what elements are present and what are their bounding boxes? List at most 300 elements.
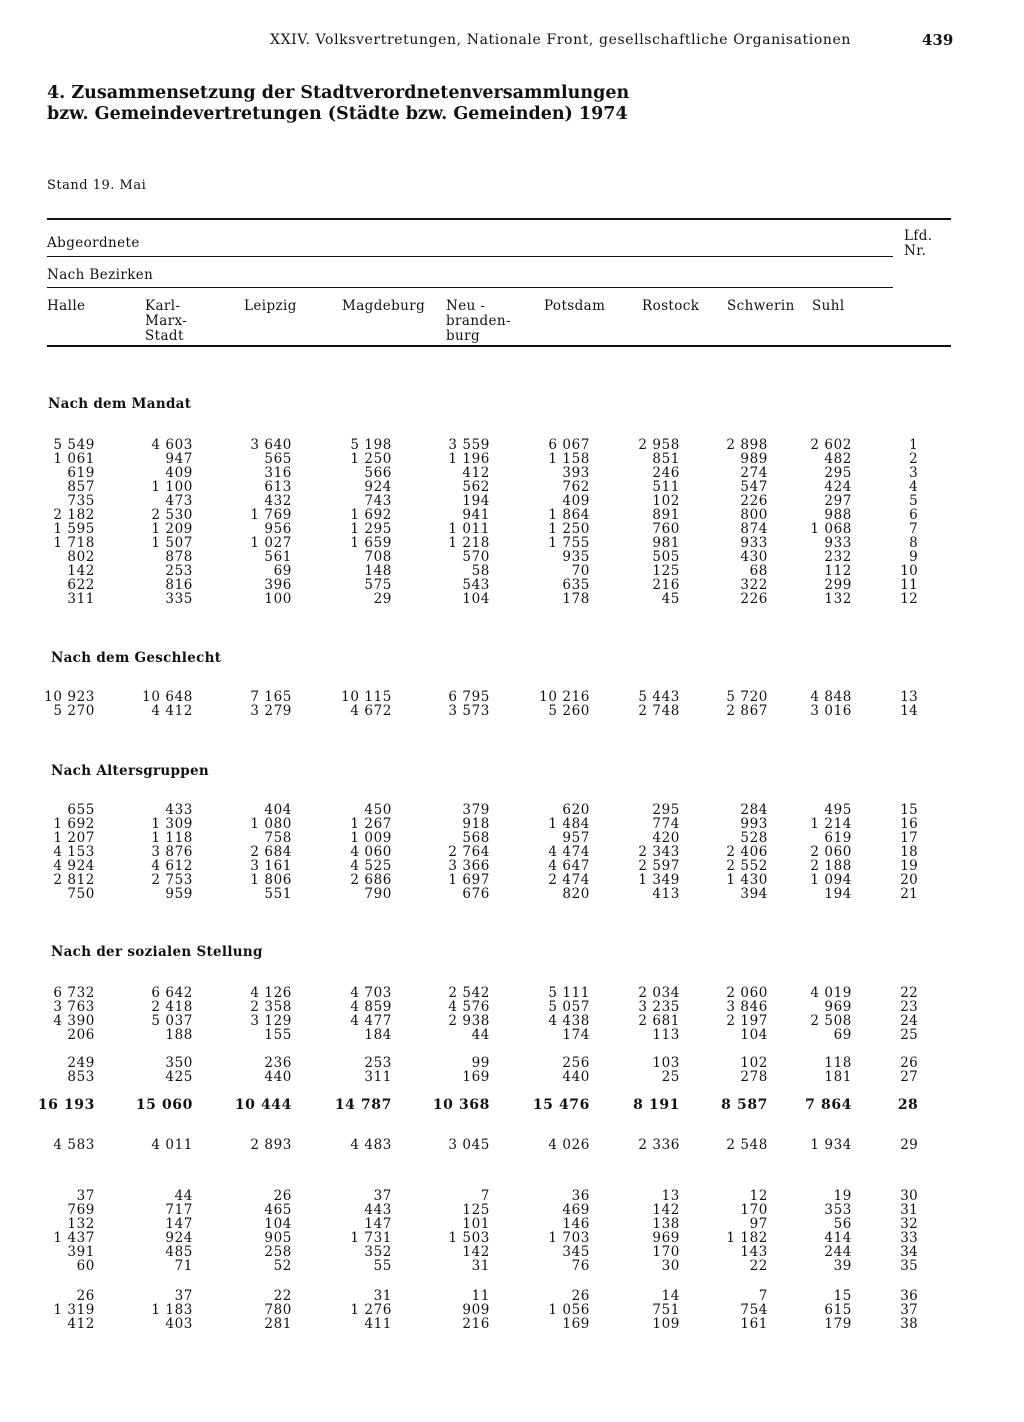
table-cell-rostock: 113 <box>652 1027 680 1043</box>
table-cell-schwerin: 394 <box>740 886 768 902</box>
table-cell-potsdam: 10 216 <box>539 689 590 705</box>
table-cell-rostock: 3 235 <box>638 999 680 1015</box>
row-number: 13 <box>900 689 918 705</box>
table-cell-neubrandenburg: 562 <box>462 479 490 495</box>
table-cell-neubrandenburg: 2 938 <box>448 1013 490 1029</box>
table-cell-suhl: 69 <box>833 1027 852 1043</box>
table-cell-potsdam: 762 <box>562 479 590 495</box>
table-cell-halle: 735 <box>67 493 95 509</box>
table-row <box>0 452 1024 466</box>
table-cell-magdeburg: 29 <box>373 591 392 607</box>
row-number: 15 <box>900 802 918 818</box>
table-cell-rostock: 420 <box>652 830 680 846</box>
table-row <box>0 466 1024 480</box>
table-cell-karl-marx-stadt: 4 011 <box>151 1137 193 1153</box>
table-row <box>0 1203 1024 1217</box>
section-title: Nach dem Geschlecht <box>51 650 222 666</box>
table-cell-neubrandenburg: 412 <box>462 465 490 481</box>
table-cell-leipzig: 1 806 <box>250 872 292 888</box>
row-number: 7 <box>909 521 918 537</box>
column-header-line: Karl- <box>145 298 181 314</box>
table-cell-rostock: 30 <box>661 1258 680 1274</box>
table-row <box>0 1303 1024 1317</box>
table-cell-leipzig: 281 <box>264 1316 292 1332</box>
table-title <box>47 83 629 125</box>
table-cell-halle: 1 061 <box>53 451 95 467</box>
section-title: Nach dem Mandat <box>48 396 192 412</box>
table-cell-potsdam: 409 <box>562 493 590 509</box>
table-cell-rostock: 295 <box>652 802 680 818</box>
row-number: 17 <box>900 830 918 846</box>
table-cell-halle: 412 <box>67 1316 95 1332</box>
row-number: 37 <box>900 1302 918 1318</box>
table-cell-leipzig: 100 <box>264 591 292 607</box>
table-cell-leipzig: 3 161 <box>250 858 292 874</box>
table-cell-schwerin: 7 <box>758 1288 768 1304</box>
table-cell-leipzig: 1 027 <box>250 535 292 551</box>
table-cell-leipzig: 758 <box>264 830 292 846</box>
table-cell-potsdam: 76 <box>571 1258 590 1274</box>
table-cell-karl-marx-stadt: 10 648 <box>142 689 193 705</box>
table-cell-rostock: 2 343 <box>638 844 680 860</box>
table-cell-halle: 4 924 <box>53 858 95 874</box>
table-cell-magdeburg: 148 <box>364 563 392 579</box>
table-cell-rostock: 2 597 <box>638 858 680 874</box>
table-cell-neubrandenburg: 169 <box>462 1069 490 1085</box>
table-cell-suhl: 1 214 <box>810 816 852 832</box>
table-row <box>0 494 1024 508</box>
table-cell-neubrandenburg: 3 559 <box>448 437 490 453</box>
table-cell-potsdam: 36 <box>571 1188 590 1204</box>
table-cell-karl-marx-stadt: 6 642 <box>151 985 193 1001</box>
table-cell-suhl: 7 864 <box>805 1097 852 1113</box>
table-row <box>0 550 1024 564</box>
table-cell-schwerin: 989 <box>740 451 768 467</box>
table-cell-potsdam: 469 <box>562 1202 590 1218</box>
table-cell-neubrandenburg: 6 795 <box>448 689 490 705</box>
column-header-line: Halle <box>47 298 86 314</box>
table-cell-karl-marx-stadt: 71 <box>174 1258 193 1274</box>
table-cell-neubrandenburg: 2 542 <box>448 985 490 1001</box>
table-cell-neubrandenburg: 58 <box>471 563 490 579</box>
table-cell-halle: 655 <box>67 802 95 818</box>
table-cell-potsdam: 15 476 <box>532 1097 590 1113</box>
table-row <box>0 592 1024 606</box>
table-cell-magdeburg: 743 <box>364 493 392 509</box>
table-cell-suhl: 988 <box>824 507 852 523</box>
row-number: 14 <box>900 703 918 719</box>
header-top-rule <box>47 218 951 220</box>
table-cell-schwerin: 161 <box>740 1316 768 1332</box>
table-row <box>0 1289 1024 1303</box>
column-header-line: Stadt <box>145 328 184 344</box>
table-cell-leipzig: 2 893 <box>250 1137 292 1153</box>
header-nr: Nr. <box>904 243 927 259</box>
table-cell-magdeburg: 411 <box>364 1316 392 1332</box>
table-cell-halle: 206 <box>67 1027 95 1043</box>
table-cell-potsdam: 935 <box>562 549 590 565</box>
table-cell-halle: 5 549 <box>53 437 95 453</box>
table-cell-magdeburg: 4 477 <box>350 1013 392 1029</box>
table-cell-suhl: 56 <box>833 1216 852 1232</box>
table-cell-leipzig: 104 <box>264 1216 292 1232</box>
row-number: 28 <box>897 1097 918 1113</box>
table-cell-halle: 26 <box>76 1288 95 1304</box>
table-cell-magdeburg: 4 525 <box>350 858 392 874</box>
table-cell-leipzig: 10 444 <box>234 1097 292 1113</box>
table-cell-leipzig: 613 <box>264 479 292 495</box>
table-cell-magdeburg: 2 686 <box>350 872 392 888</box>
table-cell-schwerin: 143 <box>740 1244 768 1260</box>
table-cell-rostock: 13 <box>661 1188 680 1204</box>
table-cell-suhl: 297 <box>824 493 852 509</box>
table-cell-leipzig: 465 <box>264 1202 292 1218</box>
table-cell-karl-marx-stadt: 335 <box>165 591 193 607</box>
row-number: 23 <box>900 999 918 1015</box>
table-cell-schwerin: 2 406 <box>726 844 768 860</box>
table-row <box>0 1098 1024 1112</box>
row-number: 22 <box>900 985 918 1001</box>
table-cell-magdeburg: 147 <box>364 1216 392 1232</box>
table-cell-potsdam: 4 474 <box>548 844 590 860</box>
row-number: 4 <box>909 479 918 495</box>
table-cell-suhl: 19 <box>833 1188 852 1204</box>
table-cell-potsdam: 26 <box>571 1288 590 1304</box>
table-cell-neubrandenburg: 3 045 <box>448 1137 490 1153</box>
table-cell-magdeburg: 924 <box>364 479 392 495</box>
table-cell-schwerin: 170 <box>740 1202 768 1218</box>
table-cell-neubrandenburg: 543 <box>462 577 490 593</box>
table-cell-suhl: 295 <box>824 465 852 481</box>
table-cell-schwerin: 2 060 <box>726 985 768 1001</box>
header-nach-bezirken: Nach Bezirken <box>47 267 154 283</box>
table-cell-leipzig: 561 <box>264 549 292 565</box>
table-cell-rostock: 891 <box>652 507 680 523</box>
table-cell-potsdam: 440 <box>562 1069 590 1085</box>
table-cell-leipzig: 404 <box>264 802 292 818</box>
table-row <box>0 986 1024 1000</box>
table-cell-magdeburg: 4 672 <box>350 703 392 719</box>
table-cell-suhl: 112 <box>824 563 852 579</box>
table-cell-leipzig: 2 358 <box>250 999 292 1015</box>
table-cell-magdeburg: 311 <box>364 1069 392 1085</box>
column-header-leipzig <box>244 299 297 314</box>
table-title-line-1: 4. Zusammensetzung der Stadtverordnetenversammlungen <box>47 83 630 103</box>
table-cell-leipzig: 2 684 <box>250 844 292 860</box>
column-header-line: Leipzig <box>244 298 297 314</box>
table-row <box>0 1189 1024 1203</box>
table-cell-potsdam: 5 057 <box>548 999 590 1015</box>
table-cell-rostock: 981 <box>652 535 680 551</box>
table-cell-karl-marx-stadt: 878 <box>165 549 193 565</box>
table-cell-suhl: 969 <box>824 999 852 1015</box>
table-cell-schwerin: 284 <box>740 802 768 818</box>
table-cell-magdeburg: 31 <box>373 1288 392 1304</box>
table-cell-schwerin: 226 <box>740 591 768 607</box>
row-number: 2 <box>909 451 918 467</box>
table-cell-neubrandenburg: 909 <box>462 1302 490 1318</box>
table-cell-suhl: 299 <box>824 577 852 593</box>
row-number: 10 <box>900 563 918 579</box>
row-number: 5 <box>909 493 918 509</box>
table-cell-rostock: 246 <box>652 465 680 481</box>
table-cell-potsdam: 345 <box>562 1244 590 1260</box>
table-cell-neubrandenburg: 568 <box>462 830 490 846</box>
table-cell-suhl: 353 <box>824 1202 852 1218</box>
column-header-line: Neu - <box>446 298 486 314</box>
table-cell-potsdam: 146 <box>562 1216 590 1232</box>
row-number: 25 <box>900 1027 918 1043</box>
table-cell-neubrandenburg: 1 697 <box>448 872 490 888</box>
column-header-line: branden- <box>446 313 511 329</box>
table-cell-suhl: 615 <box>824 1302 852 1318</box>
table-cell-halle: 311 <box>67 591 95 607</box>
table-cell-neubrandenburg: 1 503 <box>448 1230 490 1246</box>
table-cell-rostock: 170 <box>652 1244 680 1260</box>
column-header-karl-marx-stadt <box>145 299 187 344</box>
table-cell-potsdam: 178 <box>562 591 590 607</box>
row-number: 1 <box>909 437 918 453</box>
table-cell-karl-marx-stadt: 1 100 <box>151 479 193 495</box>
column-header-suhl <box>812 299 845 314</box>
table-cell-schwerin: 322 <box>740 577 768 593</box>
table-cell-rostock: 751 <box>652 1302 680 1318</box>
table-cell-rostock: 45 <box>661 591 680 607</box>
table-cell-halle: 37 <box>76 1188 95 1204</box>
table-cell-magdeburg: 1 295 <box>350 521 392 537</box>
table-cell-magdeburg: 1 692 <box>350 507 392 523</box>
table-cell-halle: 1 319 <box>53 1302 95 1318</box>
row-number: 19 <box>900 858 918 874</box>
row-number: 33 <box>900 1230 918 1246</box>
table-cell-schwerin: 993 <box>740 816 768 832</box>
table-cell-potsdam: 1 056 <box>548 1302 590 1318</box>
table-cell-rostock: 5 443 <box>638 689 680 705</box>
column-header-line: Potsdam <box>544 298 606 314</box>
row-number: 26 <box>900 1055 918 1071</box>
table-cell-leipzig: 316 <box>264 465 292 481</box>
section-title: Nach Altersgruppen <box>51 763 210 779</box>
table-row <box>0 873 1024 887</box>
table-cell-suhl: 179 <box>824 1316 852 1332</box>
table-cell-potsdam: 5 111 <box>548 985 590 1001</box>
table-row <box>0 803 1024 817</box>
table-cell-schwerin: 933 <box>740 535 768 551</box>
table-cell-schwerin: 430 <box>740 549 768 565</box>
row-number: 8 <box>909 535 918 551</box>
table-cell-schwerin: 274 <box>740 465 768 481</box>
table-cell-potsdam: 393 <box>562 465 590 481</box>
table-cell-halle: 16 193 <box>37 1097 95 1113</box>
table-cell-rostock: 1 349 <box>638 872 680 888</box>
table-cell-schwerin: 874 <box>740 521 768 537</box>
table-cell-halle: 2 812 <box>53 872 95 888</box>
header-rule-2 <box>47 287 893 288</box>
table-cell-leipzig: 432 <box>264 493 292 509</box>
table-cell-karl-marx-stadt: 4 603 <box>151 437 193 453</box>
table-cell-schwerin: 226 <box>740 493 768 509</box>
table-cell-leipzig: 565 <box>264 451 292 467</box>
column-header-rostock <box>642 299 699 314</box>
table-cell-schwerin: 22 <box>749 1258 768 1274</box>
table-cell-karl-marx-stadt: 15 060 <box>135 1097 193 1113</box>
table-cell-potsdam: 957 <box>562 830 590 846</box>
column-header-schwerin <box>727 299 795 314</box>
table-row <box>0 1217 1024 1231</box>
row-number: 32 <box>900 1216 918 1232</box>
table-cell-neubrandenburg: 125 <box>462 1202 490 1218</box>
table-row <box>0 817 1024 831</box>
table-cell-neubrandenburg: 941 <box>462 507 490 523</box>
table-cell-magdeburg: 1 276 <box>350 1302 392 1318</box>
table-cell-schwerin: 2 548 <box>726 1137 768 1153</box>
table-cell-magdeburg: 4 060 <box>350 844 392 860</box>
table-row <box>0 438 1024 452</box>
row-number: 31 <box>900 1202 918 1218</box>
table-cell-karl-marx-stadt: 717 <box>165 1202 193 1218</box>
table-cell-potsdam: 4 438 <box>548 1013 590 1029</box>
table-cell-rostock: 25 <box>661 1069 680 1085</box>
table-cell-potsdam: 6 067 <box>548 437 590 453</box>
table-cell-karl-marx-stadt: 5 037 <box>151 1013 193 1029</box>
table-cell-karl-marx-stadt: 409 <box>165 465 193 481</box>
table-cell-suhl: 414 <box>824 1230 852 1246</box>
table-cell-karl-marx-stadt: 1 118 <box>151 830 193 846</box>
table-cell-potsdam: 1 158 <box>548 451 590 467</box>
table-cell-rostock: 2 958 <box>638 437 680 453</box>
table-cell-schwerin: 2 197 <box>726 1013 768 1029</box>
table-cell-halle: 853 <box>67 1069 95 1085</box>
table-cell-leipzig: 3 129 <box>250 1013 292 1029</box>
table-row <box>0 887 1024 901</box>
table-row <box>0 1028 1024 1042</box>
table-row <box>0 564 1024 578</box>
table-cell-magdeburg: 1 267 <box>350 816 392 832</box>
table-cell-neubrandenburg: 11 <box>471 1288 490 1304</box>
table-cell-halle: 1 207 <box>53 830 95 846</box>
table-cell-suhl: 4 019 <box>810 985 852 1001</box>
table-cell-halle: 6 732 <box>53 985 95 1001</box>
table-cell-magdeburg: 708 <box>364 549 392 565</box>
table-cell-magdeburg: 790 <box>364 886 392 902</box>
row-number: 30 <box>900 1188 918 1204</box>
table-cell-suhl: 495 <box>824 802 852 818</box>
table-row <box>0 704 1024 718</box>
table-cell-leipzig: 780 <box>264 1302 292 1318</box>
table-cell-schwerin: 528 <box>740 830 768 846</box>
table-cell-karl-marx-stadt: 1 309 <box>151 816 193 832</box>
table-cell-magdeburg: 1 659 <box>350 535 392 551</box>
table-row <box>0 1138 1024 1152</box>
header-lfd-nr <box>904 229 933 259</box>
table-cell-leipzig: 905 <box>264 1230 292 1246</box>
table-cell-rostock: 511 <box>652 479 680 495</box>
column-header-halle <box>47 299 85 314</box>
table-cell-magdeburg: 10 115 <box>341 689 392 705</box>
table-cell-karl-marx-stadt: 4 412 <box>151 703 193 719</box>
table-cell-schwerin: 104 <box>740 1027 768 1043</box>
table-cell-halle: 60 <box>76 1258 95 1274</box>
table-cell-suhl: 482 <box>824 451 852 467</box>
table-cell-leipzig: 3 279 <box>250 703 292 719</box>
table-cell-leipzig: 258 <box>264 1244 292 1260</box>
table-cell-karl-marx-stadt: 924 <box>165 1230 193 1246</box>
table-cell-halle: 5 270 <box>53 703 95 719</box>
table-cell-schwerin: 2 898 <box>726 437 768 453</box>
table-cell-suhl: 118 <box>824 1055 852 1071</box>
row-number: 16 <box>900 816 918 832</box>
table-cell-karl-marx-stadt: 1 209 <box>151 521 193 537</box>
row-number: 18 <box>900 844 918 860</box>
table-cell-suhl: 2 602 <box>810 437 852 453</box>
table-cell-karl-marx-stadt: 44 <box>174 1188 193 1204</box>
table-row <box>0 1259 1024 1273</box>
header-lfd: Lfd. <box>904 228 933 244</box>
table-cell-karl-marx-stadt: 1 507 <box>151 535 193 551</box>
table-cell-suhl: 39 <box>833 1258 852 1274</box>
table-cell-karl-marx-stadt: 473 <box>165 493 193 509</box>
table-cell-potsdam: 635 <box>562 577 590 593</box>
table-cell-rostock: 103 <box>652 1055 680 1071</box>
table-cell-suhl: 2 060 <box>810 844 852 860</box>
table-cell-potsdam: 4 647 <box>548 858 590 874</box>
table-row <box>0 508 1024 522</box>
table-cell-magdeburg: 1 250 <box>350 451 392 467</box>
table-cell-rostock: 774 <box>652 816 680 832</box>
table-cell-leipzig: 1 080 <box>250 816 292 832</box>
table-cell-neubrandenburg: 1 196 <box>448 451 490 467</box>
table-row <box>0 831 1024 845</box>
table-cell-suhl: 1 068 <box>810 521 852 537</box>
table-cell-potsdam: 1 864 <box>548 507 590 523</box>
table-cell-karl-marx-stadt: 147 <box>165 1216 193 1232</box>
row-number: 20 <box>900 872 918 888</box>
table-cell-leipzig: 551 <box>264 886 292 902</box>
table-row <box>0 845 1024 859</box>
table-cell-rostock: 969 <box>652 1230 680 1246</box>
table-cell-karl-marx-stadt: 2 530 <box>151 507 193 523</box>
table-cell-halle: 4 583 <box>53 1137 95 1153</box>
table-cell-neubrandenburg: 10 368 <box>432 1097 490 1113</box>
table-row <box>0 578 1024 592</box>
table-row <box>0 1056 1024 1070</box>
table-cell-karl-marx-stadt: 4 612 <box>151 858 193 874</box>
table-cell-leipzig: 396 <box>264 577 292 593</box>
table-cell-halle: 132 <box>67 1216 95 1232</box>
table-row <box>0 536 1024 550</box>
table-cell-leipzig: 52 <box>273 1258 292 1274</box>
table-cell-potsdam: 174 <box>562 1027 590 1043</box>
table-cell-potsdam: 620 <box>562 802 590 818</box>
table-cell-rostock: 2 034 <box>638 985 680 1001</box>
table-cell-schwerin: 97 <box>749 1216 768 1232</box>
table-cell-potsdam: 1 250 <box>548 521 590 537</box>
page-number: 439 <box>922 31 954 49</box>
row-number: 24 <box>900 1013 918 1029</box>
table-row <box>0 1231 1024 1245</box>
table-cell-neubrandenburg: 3 366 <box>448 858 490 874</box>
header-rule-1 <box>47 256 893 257</box>
table-cell-leipzig: 26 <box>273 1188 292 1204</box>
table-cell-rostock: 2 681 <box>638 1013 680 1029</box>
row-number: 36 <box>900 1288 918 1304</box>
table-title-line-2: bzw. Gemeindevertretungen (Städte bzw. Gemeinden) 1974 <box>47 104 628 124</box>
row-number: 3 <box>909 465 918 481</box>
table-cell-suhl: 132 <box>824 591 852 607</box>
table-cell-halle: 4 390 <box>53 1013 95 1029</box>
table-cell-neubrandenburg: 7 <box>480 1188 490 1204</box>
table-cell-schwerin: 8 587 <box>721 1097 768 1113</box>
